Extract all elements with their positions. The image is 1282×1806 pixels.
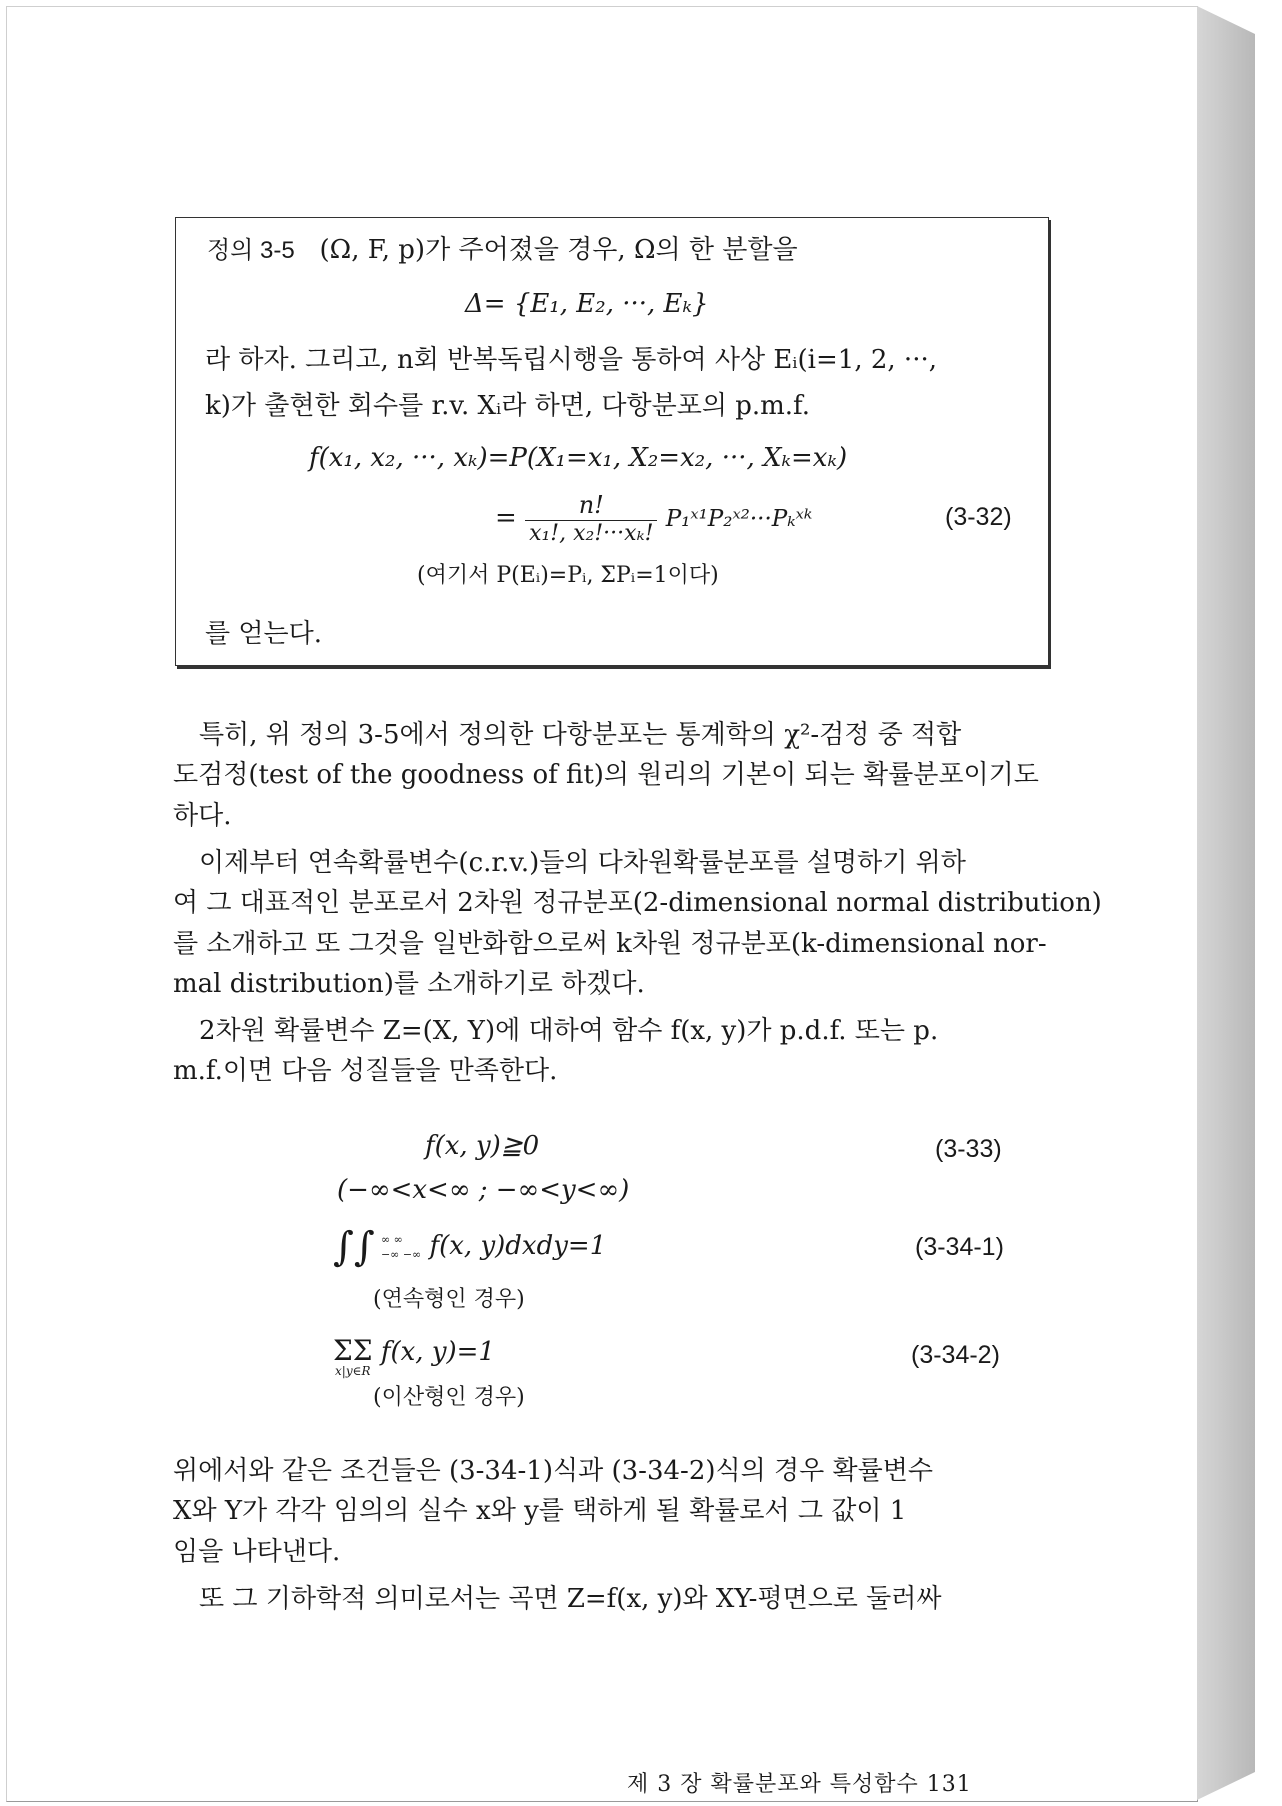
paragraph-bivariate-properties: [173, 1011, 1051, 1092]
para2-line-2: 여 그 대표적인 분포로서 2차원 정규분포(2-dimensional normal distribution): [173, 888, 1102, 919]
para3-line-2: m.f.이면 다음 성질들을 만족한다.: [173, 1056, 558, 1087]
definition-heading-line: [207, 235, 798, 266]
sum-index: x|y∈R: [335, 1364, 371, 1378]
equation-number-3-33: (3-33): [935, 1135, 1002, 1163]
multinomial-pmf-rhs: [495, 491, 812, 547]
para4-line-2: X와 Y가 각각 임의의 실수 x와 y를 택하게 될 확률로서 그 값이 1: [173, 1496, 907, 1527]
para2-line-1: 이제부터 연속확률변수(c.r.v.)들의 다차원확률분포를 설명하기 위하: [199, 848, 966, 878]
integral-upper-limits: ∞ ∞: [380, 1232, 403, 1246]
multinomial-pmf-lhs: f(x₁, x₂, ···, xₖ)=P(X₁=x₁, X₂=x₂, ···, Xₖ=xₖ): [309, 443, 848, 473]
equation-number-3-32: (3-32): [945, 503, 1012, 531]
book-page: [6, 6, 1198, 1802]
paragraph-geometric-meaning: [173, 1579, 1051, 1619]
discrete-case-note: (이산형인 경우): [373, 1385, 525, 1410]
equation-number-3-34-2: (3-34-2): [911, 1341, 1000, 1369]
double-sum-sign-group: [333, 1334, 373, 1378]
nonnegativity-formula: f(x, y)≧0: [425, 1131, 540, 1161]
para1-line-3: 하다.: [173, 800, 232, 831]
multinomial-coefficient: [525, 491, 657, 547]
definition-text-1: 라 하자. 그리고, n회 반복독립시행을 통하여 사상 Eᵢ(i=1, 2, ···,: [205, 345, 937, 375]
continuous-case-note: (연속형인 경우): [373, 1287, 525, 1312]
double-sum-sign: ΣΣ: [333, 1334, 373, 1367]
double-integral-formula: [333, 1223, 606, 1271]
integral-limits: [381, 1232, 421, 1263]
para1-line-2: 도검정(test of the goodness of fit)의 원리의 기본이 되는 확률분포이기도: [173, 760, 1039, 791]
coefficient-numerator: n!: [525, 491, 657, 521]
definition-note: (여기서 P(Eᵢ)=Pᵢ, ΣPᵢ=1이다): [417, 563, 719, 588]
equals-sign: =: [495, 503, 517, 534]
domain-condition: (−∞<x<∞ ; −∞<y<∞): [337, 1175, 630, 1205]
coefficient-denominator: x₁!, x₂!···xₖ!: [529, 520, 654, 546]
para5-line-1: 또 그 기하학적 의미로서는 곡면 Z=f(x, y)와 XY-평면으로 둘러싸: [199, 1584, 942, 1614]
double-integral-sign: ∫∫: [333, 1224, 375, 1270]
integral-lower-limits: −∞ −∞: [380, 1248, 422, 1261]
para4-line-3: 임을 나타낸다.: [173, 1536, 341, 1567]
double-sum-formula: [333, 1334, 495, 1378]
para3-line-1: 2차원 확률변수 Z=(X, Y)에 대하여 함수 f(x, y)가 p.d.f. 또는 p.: [199, 1016, 939, 1046]
paragraph-multinomial-usage: [173, 715, 1051, 836]
paragraph-conditions-meaning: [173, 1451, 1051, 1572]
definition-box: [175, 217, 1049, 666]
integrand: f(x, y)dxdy=1: [429, 1231, 607, 1261]
page-edge-shadow: [1197, 6, 1255, 1800]
definition-heading: 정의 3-5: [207, 237, 295, 264]
para2-line-4: mal distribution)를 소개하기로 하겠다.: [173, 968, 645, 999]
paragraph-normal-distribution: [173, 843, 1102, 1004]
sum-body: f(x, y)=1: [380, 1337, 495, 1367]
definition-intro: (Ω, F, p)가 주어졌을 경우, Ω의 한 분할을: [319, 235, 798, 265]
equation-number-3-34-1: (3-34-1): [915, 1233, 1004, 1261]
definition-closing: 를 얻는다.: [205, 619, 322, 649]
page-footer: 제 3 장 확률분포와 특성함수 131: [627, 1772, 972, 1797]
para1-line-1: 특히, 위 정의 3-5에서 정의한 다항분포는 통계학의 χ²-검정 중 적합: [199, 720, 962, 750]
partition-formula: Δ= {E₁, E₂, ···, Eₖ}: [465, 289, 709, 319]
definition-text-2: k)가 출현한 회수를 r.v. Xᵢ라 하면, 다항분포의 p.m.f.: [205, 391, 810, 421]
para4-line-1: 위에서와 같은 조건들은 (3-34-1)식과 (3-34-2)식의 경우 확률변수: [173, 1456, 933, 1486]
para2-line-3: 를 소개하고 또 그것을 일반화함으로써 k차원 정규분포(k-dimensional nor-: [173, 928, 1047, 959]
probability-product: P₁ˣ¹P₂ˣ²···Pₖˣᵏ: [665, 506, 813, 533]
